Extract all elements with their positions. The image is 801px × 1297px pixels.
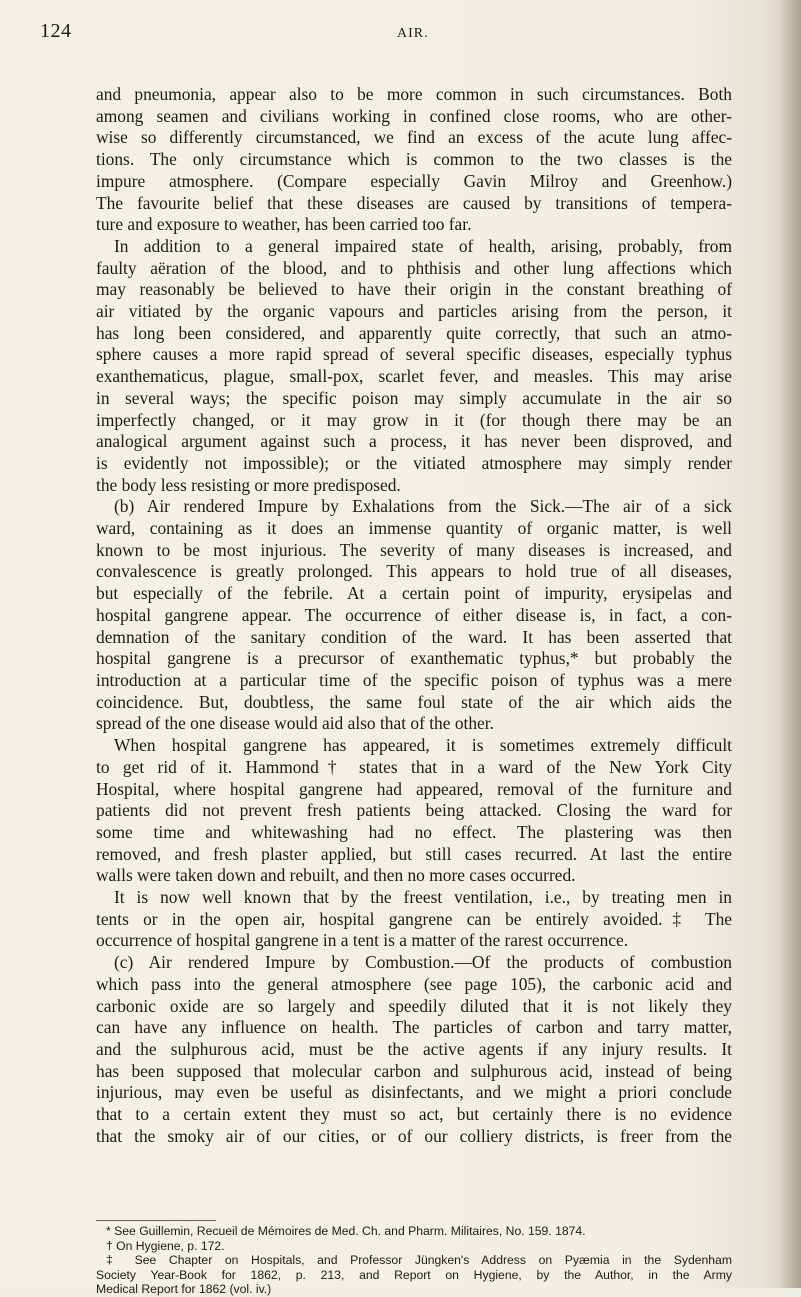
- text-line: demnation of the sanitary condition of the ward. It has been asserted that: [96, 626, 732, 647]
- text-line: tions. The only circumstance which is common to the two classes is the: [96, 149, 732, 170]
- footnote: * See Guillemin, Recueil de Mémoires de Med. Ch. and Pharm. Militaires, No. 159. 1874.: [106, 1224, 586, 1238]
- footnote: † On Hygiene, p. 172.: [106, 1238, 225, 1253]
- footnote-rule: [96, 1220, 216, 1221]
- text-line: impure atmosphere. (Compare especially Gavin Milroy and Greenhow.): [96, 170, 732, 191]
- text-line: imperfectly changed, or it may grow in it (for though there may be an: [96, 409, 732, 430]
- page-number: 124: [40, 20, 72, 42]
- footnote: Medical Report for 1862 (vol. iv.): [96, 1282, 272, 1296]
- text-line: exanthematicus, plague, small-pox, scarlet fever, and measles. This may arise: [96, 366, 732, 387]
- text-line: among seamen and civilians working in confined close rooms, who are other-: [96, 105, 732, 126]
- text-line: some time and whitewashing had no effect. The plastering was then: [96, 821, 732, 842]
- text-line: the body less resisting or more predisposed.: [96, 474, 401, 495]
- text-line: When hospital gangrene has appeared, it is sometimes extremely difficult: [114, 735, 732, 756]
- text-line: patients did not prevent fresh patients being attacked. Closing the ward for: [96, 800, 732, 821]
- text-line: air vitiated by the organic vapours and particles arising from the person, it: [96, 301, 732, 322]
- text-line: Hospital, where hospital gangrene had appeared, removal of the furniture and: [96, 778, 732, 799]
- text-line: wise so differently circumstanced, we find an excess of the acute lung affec-: [96, 127, 732, 148]
- text-line: hospital gangrene appear. The occurrence of either disease is, in fact, a con-: [96, 604, 732, 625]
- text-line: In addition to a general impaired state of health, arising, probably, from: [114, 235, 732, 256]
- text-line: and the sulphurous acid, must be the active agents if any injury results. It: [96, 1038, 732, 1059]
- text-line: faulty aëration of the blood, and to phthisis and other lung affections which: [96, 257, 732, 278]
- text-line: convalescence is greatly prolonged. This appears to hold true of all diseases,: [96, 561, 732, 582]
- text-line: occurrence of hospital gangrene in a tent is a matter of the rarest occurrence.: [96, 930, 629, 951]
- text-line: analogical argument against such a process, it has never been disproved, and: [96, 431, 732, 452]
- text-line: spread of the one disease would aid also that of the other.: [96, 713, 494, 734]
- text-line: tents or in the open air, hospital gangrene can be entirely avoided.‡ The: [96, 908, 732, 929]
- text-line: that to a certain extent they must so act, but certainly there is no evidence: [96, 1104, 732, 1125]
- page-header: [40, 20, 740, 50]
- text-line: carbonic oxide are so largely and speedily diluted that it is not likely they: [96, 995, 732, 1016]
- text-line: The favourite belief that these diseases are caused by transitions of tempera-: [96, 192, 732, 213]
- text-line: that the smoky air of our cities, or of our colliery districts, is freer from the: [96, 1125, 732, 1146]
- footnote: Society Year-Book for 1862, p. 213, and Report on Hygiene, by the Author, in the Army: [96, 1267, 732, 1282]
- text-line: ward, containing as it does an immense quantity of organic matter, is well: [96, 518, 732, 539]
- text-line: but especially of the febrile. At a certain point of impurity, erysipelas and: [96, 583, 732, 604]
- text-line: It is now well known that by the freest ventilation, i.e., by treating men in: [114, 887, 732, 908]
- text-line: and pneumonia, appear also to be more common in such circumstances. Both: [96, 84, 732, 104]
- text-line: walls were taken down and rebuilt, and then no more cases occurred.: [96, 865, 576, 886]
- text-line: can have any influence on health. The particles of carbon and tarry matter,: [96, 1017, 732, 1038]
- text-line: to get rid of it. Hammond† states that in a ward of the New York City: [96, 756, 732, 777]
- text-line: has long been considered, and apparently quite correctly, that such an atmo-: [96, 322, 732, 343]
- text-line: removed, and fresh plaster applied, but still cases recurred. At last the entire: [96, 843, 732, 864]
- text-line: is evidently not impossible); or the vitiated atmosphere may simply render: [96, 452, 732, 473]
- body-text: [96, 84, 732, 1147]
- page-edge-shadow: [779, 0, 801, 1288]
- text-line: known to be most injurious. The severity of many diseases is increased, and: [96, 539, 732, 560]
- text-line: (b) Air rendered Impure by Exhalations from the Sick.—The air of a sick: [114, 496, 732, 517]
- text-line: in several ways; the specific poison may simply accumulate in the air so: [96, 387, 732, 408]
- text-line: coincidence. But, doubtless, the same foul state of the air which aids the: [96, 691, 732, 712]
- footnotes: [96, 1224, 732, 1297]
- text-line: hospital gangrene is a precursor of exanthematic typhus,* but probably the: [96, 648, 732, 669]
- text-line: sphere causes a more rapid spread of several specific diseases, especially typhus: [96, 344, 732, 365]
- running-head: AIR.: [397, 26, 429, 41]
- text-line: introduction at a particular time of the specific poison of typhus was a mere: [96, 669, 732, 690]
- footnote: ‡ See Chapter on Hospitals, and Professor Jüngken's Address on Pyæmia in the Sydenham: [106, 1253, 732, 1267]
- text-line: ture and exposure to weather, has been carried too far.: [96, 214, 472, 235]
- text-line: has been supposed that molecular carbon and sulphurous acid, instead of being: [96, 1060, 732, 1081]
- text-line: injurious, may even be useful as disinfectants, and we might a priori conclude: [96, 1082, 732, 1103]
- text-line: (c) Air rendered Impure by Combustion.—Of the products of combustion: [114, 952, 732, 973]
- text-line: which pass into the general atmosphere (see page 105), the carbonic acid and: [96, 973, 732, 994]
- text-line: may reasonably be believed to have their origin in the constant breathing of: [96, 279, 732, 300]
